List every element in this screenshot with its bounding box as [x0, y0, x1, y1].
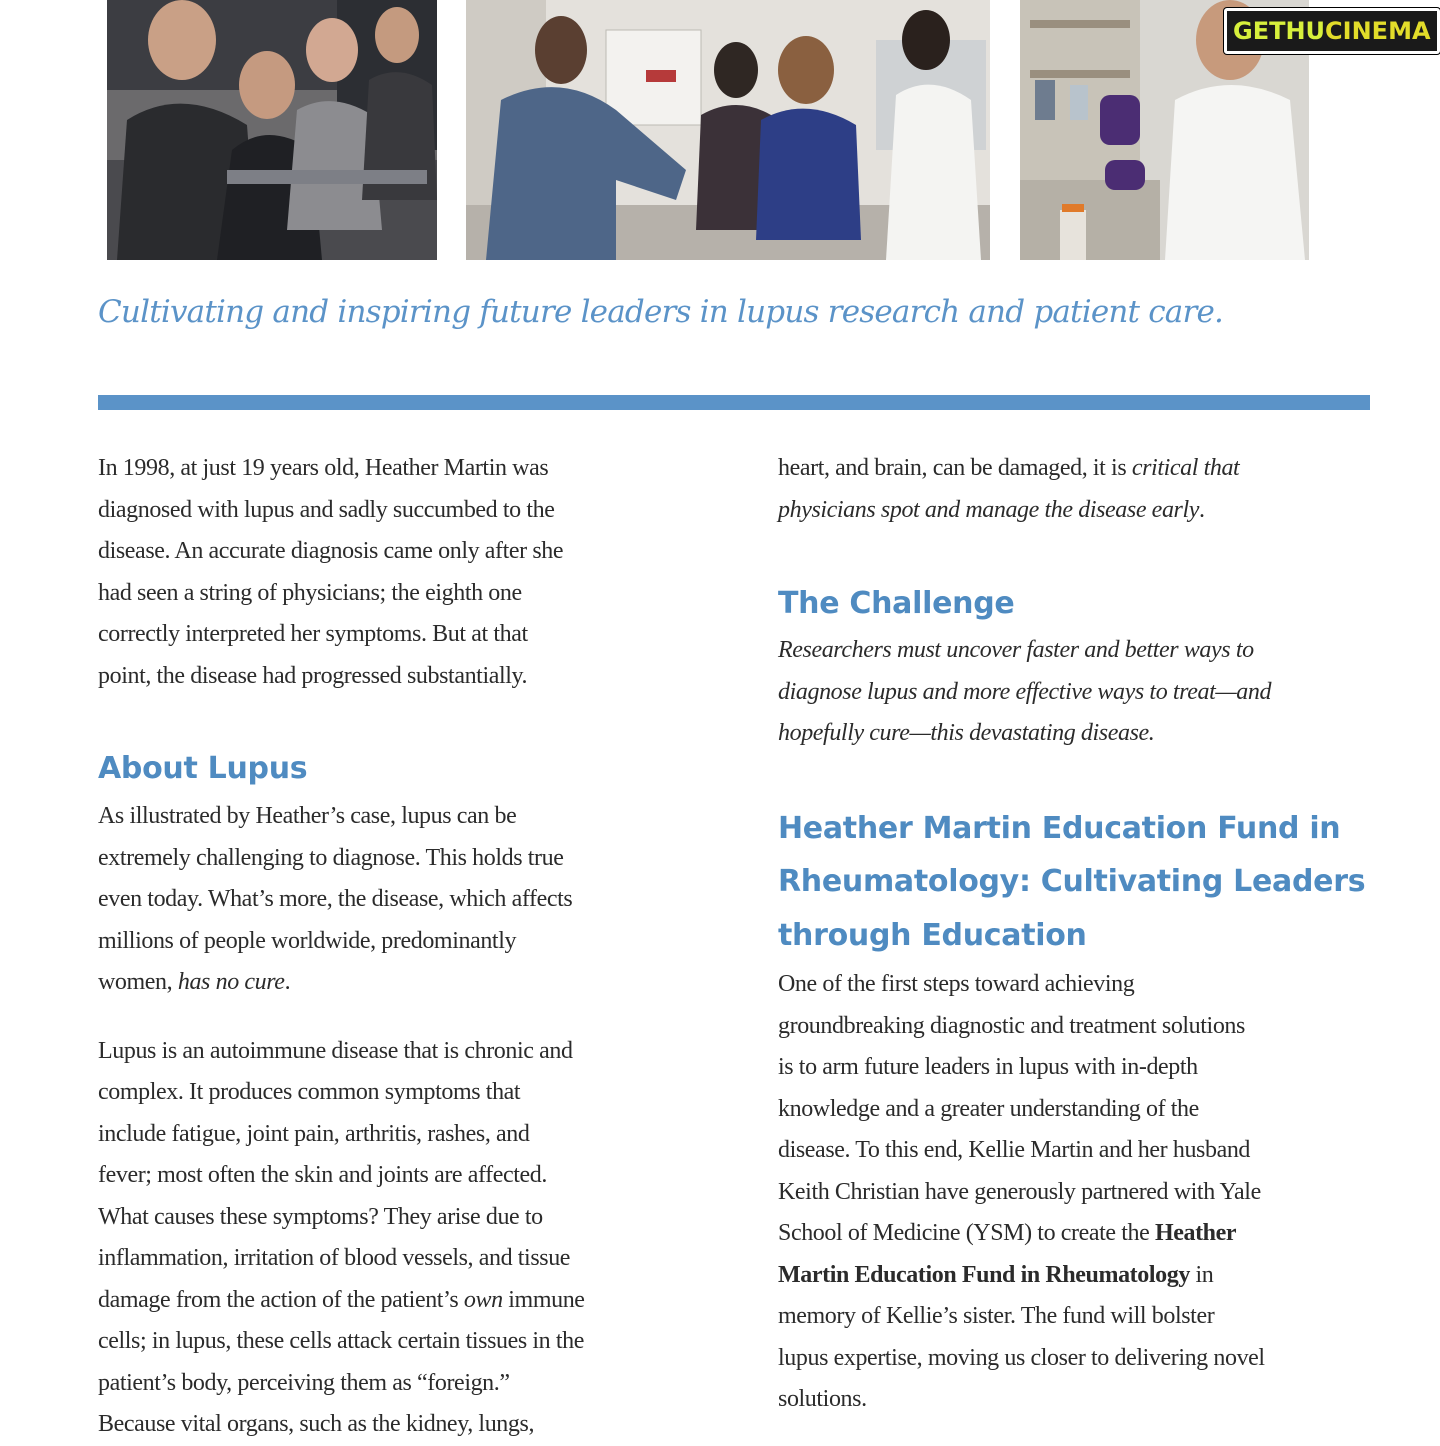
- watermark-part2: CINEMA: [1325, 17, 1431, 45]
- text-fragment: School of Medicine (YSM) to create the: [778, 1220, 1155, 1246]
- text-line: [98, 1280, 698, 1322]
- right-column: [778, 448, 1378, 1421]
- text-line: extremely challenging to diagnose. This holds true: [98, 844, 564, 871]
- about-lupus-heading: About Lupus: [98, 751, 308, 786]
- text-line: fever; most often the skin and joints are affected.: [98, 1162, 547, 1188]
- heading-line: through Education: [778, 917, 1087, 953]
- text-fragment: in: [1189, 1261, 1214, 1288]
- text-line: disease. To this end, Kellie Martin and her husband: [778, 1137, 1251, 1163]
- continued-paragraph: [778, 448, 1378, 531]
- text-line: Lupus is an autoimmune disease that is chronic and: [98, 1037, 573, 1064]
- divider-rule: [98, 395, 1370, 410]
- text-line: hopefully cure—this devastating disease.: [778, 720, 1155, 746]
- text-line: knowledge and a greater understanding of the: [778, 1095, 1199, 1122]
- watermark-part1: GETHU: [1233, 17, 1326, 45]
- text-line: solutions.: [778, 1386, 867, 1412]
- challenge-heading: The Challenge: [778, 586, 1015, 621]
- text-line: groundbreaking diagnostic and treatment solutions: [778, 1012, 1245, 1039]
- emphasis-text: critical that: [1131, 455, 1240, 481]
- text-fragment: women,: [98, 969, 178, 995]
- fund-name-bold: Heather: [1154, 1220, 1237, 1246]
- text-line: point, the disease had progressed substantially.: [98, 662, 528, 689]
- text-fragment: .: [1199, 496, 1205, 523]
- text-line: even today. What’s more, the disease, which affects: [98, 886, 573, 912]
- students-seminar-photo: [107, 0, 437, 260]
- text-fragment: heart, and brain, can be damaged, it is: [778, 455, 1132, 481]
- text-line: is to arm future leaders in lupus with in-depth: [778, 1054, 1198, 1080]
- text-line: inflammation, irritation of blood vessels, and tissue: [98, 1245, 571, 1271]
- text-line: correctly interpreted her symptoms. But at that: [98, 621, 528, 647]
- text-line: had seen a string of physicians; the eighth one: [98, 579, 522, 606]
- text-line: include fatigue, joint pain, arthritis, rashes, and: [98, 1120, 530, 1147]
- text-line: What causes these symptoms? They arise due to: [98, 1203, 543, 1230]
- fund-name-bold: Martin Education Fund in Rheumatology: [778, 1261, 1190, 1288]
- text-line: [98, 962, 698, 1004]
- text-line: [778, 448, 1378, 490]
- about-lupus-paragraph: [98, 796, 698, 1004]
- left-column: [98, 448, 698, 1446]
- text-line: lupus expertise, moving us closer to delivering novel: [778, 1344, 1265, 1371]
- text-fragment: immune: [502, 1286, 585, 1313]
- emphasis-text: own: [463, 1286, 503, 1313]
- clinical-exam-photo: [466, 0, 990, 260]
- text-line: diagnosed with lupus and sadly succumbed to the: [98, 496, 555, 523]
- emphasis-text: physicians spot and manage the disease early: [778, 496, 1199, 523]
- text-line: Researchers must uncover faster and better ways to: [778, 637, 1254, 663]
- heading-line: Heather Martin Education Fund in: [778, 810, 1341, 846]
- text-line: [778, 490, 1378, 532]
- text-line: One of the first steps toward achieving: [778, 971, 1135, 997]
- autoimmune-paragraph: [98, 1031, 698, 1446]
- challenge-paragraph: [778, 630, 1378, 755]
- text-line: Keith Christian have generously partnered with Yale: [778, 1178, 1261, 1205]
- text-line: disease. An accurate diagnosis came only after she: [98, 538, 564, 564]
- text-line: Because vital organs, such as the kidney, lungs,: [98, 1411, 535, 1437]
- fund-paragraph: [778, 964, 1378, 1421]
- tagline: Cultivating and inspiring future leaders in lupus research and patient care.: [98, 294, 1224, 330]
- text-line: memory of Kellie’s sister. The fund will bolster: [778, 1303, 1215, 1329]
- watermark-logo: [1222, 0, 1440, 60]
- text-line: millions of people worldwide, predominantly: [98, 927, 517, 954]
- intro-paragraph: [98, 448, 698, 697]
- text-line: [778, 1255, 1378, 1297]
- text-fragment: .: [284, 969, 291, 995]
- text-fragment: damage from the action of the patient’s: [98, 1286, 464, 1313]
- text-line: [778, 1213, 1378, 1255]
- text-line: cells; in lupus, these cells attack certain tissues in the: [98, 1328, 584, 1354]
- watermark-text: [1224, 8, 1440, 54]
- heading-line: Rheumatology: Cultivating Leaders: [778, 864, 1366, 899]
- text-line: As illustrated by Heather’s case, lupus can be: [98, 803, 517, 829]
- text-line: diagnose lupus and more effective ways to treat—and: [778, 678, 1272, 705]
- text-line: In 1998, at just 19 years old, Heather Martin was: [98, 455, 549, 481]
- text-line: patient’s body, perceiving them as “foreign.”: [98, 1369, 510, 1396]
- emphasis-text: has no cure: [177, 969, 285, 995]
- fund-heading: [778, 802, 1378, 963]
- text-line: complex. It produces common symptoms that: [98, 1079, 521, 1105]
